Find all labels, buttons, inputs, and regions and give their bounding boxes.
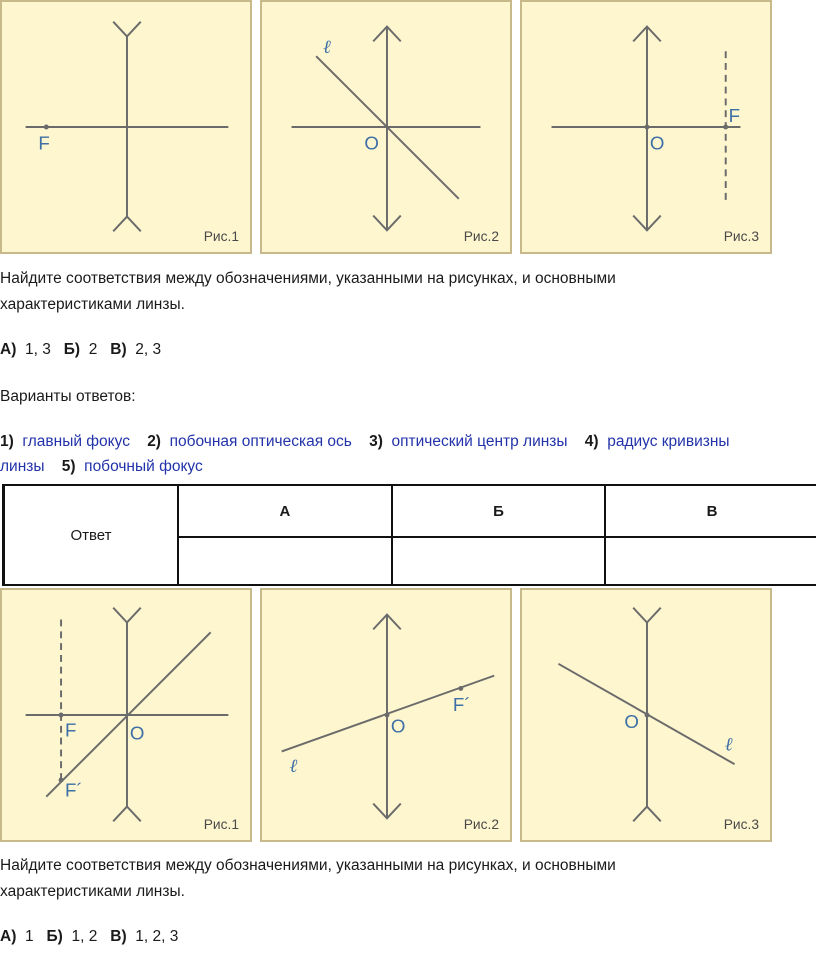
figure-caption: Рис.2: [463, 229, 499, 245]
focus-point: [44, 125, 49, 130]
value-c: 2, 3: [135, 341, 162, 358]
figure-caption: Рис.1: [203, 229, 239, 245]
option-text: побочная оптическая ось: [169, 433, 352, 450]
label-b: Б): [46, 928, 63, 945]
option-text: побочный фокус: [84, 458, 203, 475]
secondary-axis-label: ℓ: [323, 37, 331, 59]
figure-bottom-2: [260, 588, 512, 842]
figure-caption: Рис.2: [463, 817, 499, 833]
figure-top-2: [260, 0, 512, 254]
column-header-b: Б: [392, 485, 605, 537]
diverging-lens-diagram: [2, 590, 250, 840]
answer-table: [2, 484, 816, 586]
value-a: 1, 3: [24, 341, 51, 358]
figure-caption: Рис.1: [203, 817, 239, 833]
figure-bottom-1: [0, 588, 252, 842]
secondary-axis-label: ℓ: [724, 734, 733, 756]
value-a: 1: [24, 928, 34, 945]
figure-top-3: [520, 0, 772, 254]
option-number: 1): [0, 433, 14, 450]
option-number: 2): [147, 433, 161, 450]
variants-title: Варианты ответов:: [0, 388, 136, 405]
column-header-a: А: [178, 485, 392, 537]
converging-lens-diagram: [262, 2, 510, 252]
answer-row-label: Ответ: [4, 485, 179, 585]
diverging-lens-diagram: [522, 590, 770, 840]
diverging-lens-diagram: [2, 2, 250, 252]
figure-caption: Рис.3: [723, 817, 759, 833]
label-a: А): [0, 928, 17, 945]
value-b: 1, 2: [71, 928, 98, 945]
question-line: Найдите соответствия между обозначениями, указанными на рисунках, и основными: [0, 857, 616, 874]
question-line: характеристиками линзы.: [0, 296, 185, 313]
options-line-2: [0, 454, 203, 479]
option-number: 5): [61, 458, 76, 475]
figure-top-1: [0, 0, 252, 254]
option-number: 3): [369, 433, 383, 450]
secondary-focus-label: F´: [452, 694, 471, 716]
column-header-c: В: [605, 485, 816, 537]
answer-key: [0, 924, 178, 949]
value-b: 2: [88, 341, 98, 358]
answer-cell-b[interactable]: [392, 537, 605, 585]
options-line-1: [0, 429, 730, 454]
converging-lens-diagram: [262, 590, 510, 840]
optical-center-label: O: [364, 132, 379, 154]
label-b: Б): [63, 341, 81, 358]
focus-label: F: [38, 132, 50, 154]
option-text: оптический центр линзы: [391, 433, 568, 450]
secondary-focus-label: F´: [64, 779, 83, 801]
optical-center-label: O: [624, 710, 639, 732]
option-text: линзы: [0, 458, 45, 475]
answer-cell-c[interactable]: [605, 537, 816, 585]
secondary-axis-label: ℓ: [289, 756, 298, 778]
question-line: характеристиками линзы.: [0, 883, 185, 900]
focus-label: F: [728, 105, 741, 127]
answer-key: [0, 337, 161, 362]
figure-caption: Рис.3: [723, 229, 759, 245]
option-text: главный фокус: [22, 433, 130, 450]
optical-center-label: O: [129, 722, 145, 744]
focus-label: F: [64, 719, 77, 741]
question-line: Найдите соответствия между обозначениями, указанными на рисунках, и основными: [0, 270, 616, 287]
optical-center-label: O: [390, 715, 406, 737]
optical-center-label: O: [649, 132, 665, 154]
value-c: 1, 2, 3: [135, 928, 179, 945]
figure-bottom-3: [520, 588, 772, 842]
label-a: А): [0, 341, 17, 358]
label-c: В): [110, 928, 127, 945]
converging-lens-diagram: [522, 2, 770, 252]
option-number: 4): [584, 433, 599, 450]
label-c: В): [110, 341, 127, 358]
answer-cell-a[interactable]: [178, 537, 392, 585]
option-text: радиус кривизны: [607, 433, 730, 450]
